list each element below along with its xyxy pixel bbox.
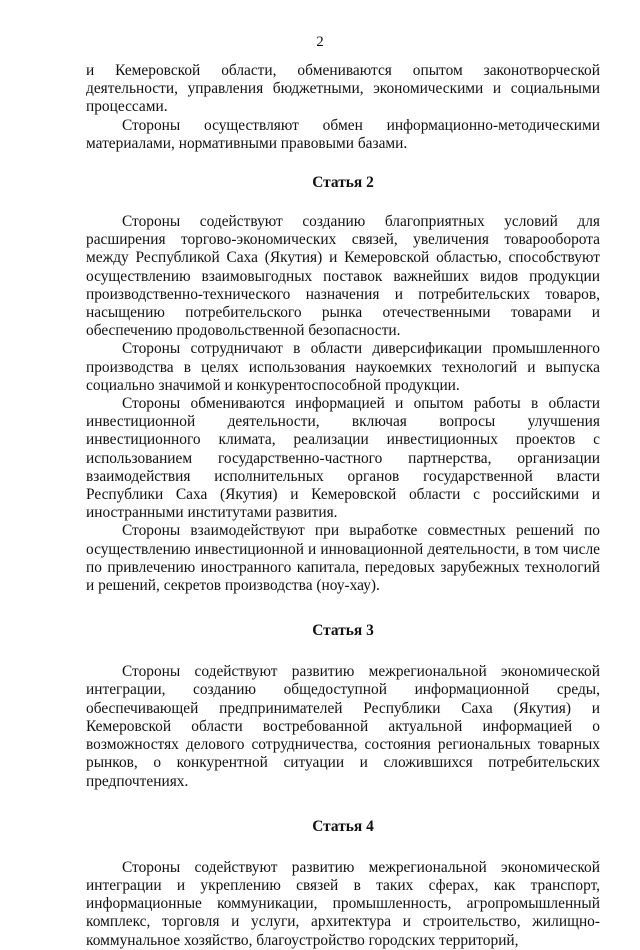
article-2-paragraph-1: Стороны содействуют созданию благоприятных условий для расширения торгово-экономических связей, увеличения товарооборота между Республикой Саха (Якутия) и Кемеровской областью, способствуют осуществлению взаимовыгодных поставок важнейших видов продукции производственно-технического назначения и потребительских товаров, насыщению потребительского рынка отечественными товарами и обеспечению продовольственной безопасности. [86,213,600,340]
article-4-paragraph-1: Стороны содействуют развитию межрегиональной экономической интеграции и укреплению связей в таких сферах, как транспорт, информационные коммуникации, промышленность, агропромышленный комплекс, торговля и услуги, архитектура и строительство, жилищно-коммунальное хозяйство, благоустройство городских территорий, [86,858,600,949]
intro-paragraph-1: и Кемеровской области, обмениваются опытом законотворческой деятельности, управления бюджетными, экономическими и социальными процессами. [86,62,600,116]
article-2-heading: Статья 2 [312,174,374,192]
article-2-paragraph-3: Стороны обмениваются информацией и опытом работы в области инвестиционной деятельности, включая вопросы улучшения инвестиционного климата, реализации инвестиционных проектов с использованием государственно-частного партнерства, организации взаимодействия исполнительных органов государственной власти Республики Саха (Якутия) и Кемеровской области с российскими и иностранными институтами развития. [86,395,600,522]
article-3-heading: Статья 3 [312,622,374,640]
article-3-paragraph-1: Стороны содействуют развитию межрегиональной экономической интеграции, созданию общедоступной информационной среды, обеспечивающей предпринимателей Республики Саха (Якутия) и Кемеровской области востребованной актуальной информацией о возможностях делового сотрудничества, состояния региональных товарных рынков, о конкурентной ситуации и сложившихся потребительских предпочтениях. [86,663,600,790]
page-number: 2 [316,34,324,50]
document-body [86,62,600,950]
article-2-paragraph-4: Стороны взаимодействуют при выработке совместных решений по осуществлению инвестиционной и инновационной деятельности, в том числе по привлечению иностранного капитала, передовых зарубежных технологий и решений, секретов производства (ноу-хау). [86,522,600,595]
intro-paragraph-2: Стороны осуществляют обмен информационно-методическими материалами, нормативными правовыми базами. [86,116,600,152]
article-2-paragraph-2: Стороны сотрудничают в области диверсификации промышленного производства в целях использования наукоемких технологий и выпуска социально значимой и конкурентоспособной продукции. [86,340,600,394]
article-4-heading: Статья 4 [312,817,374,835]
